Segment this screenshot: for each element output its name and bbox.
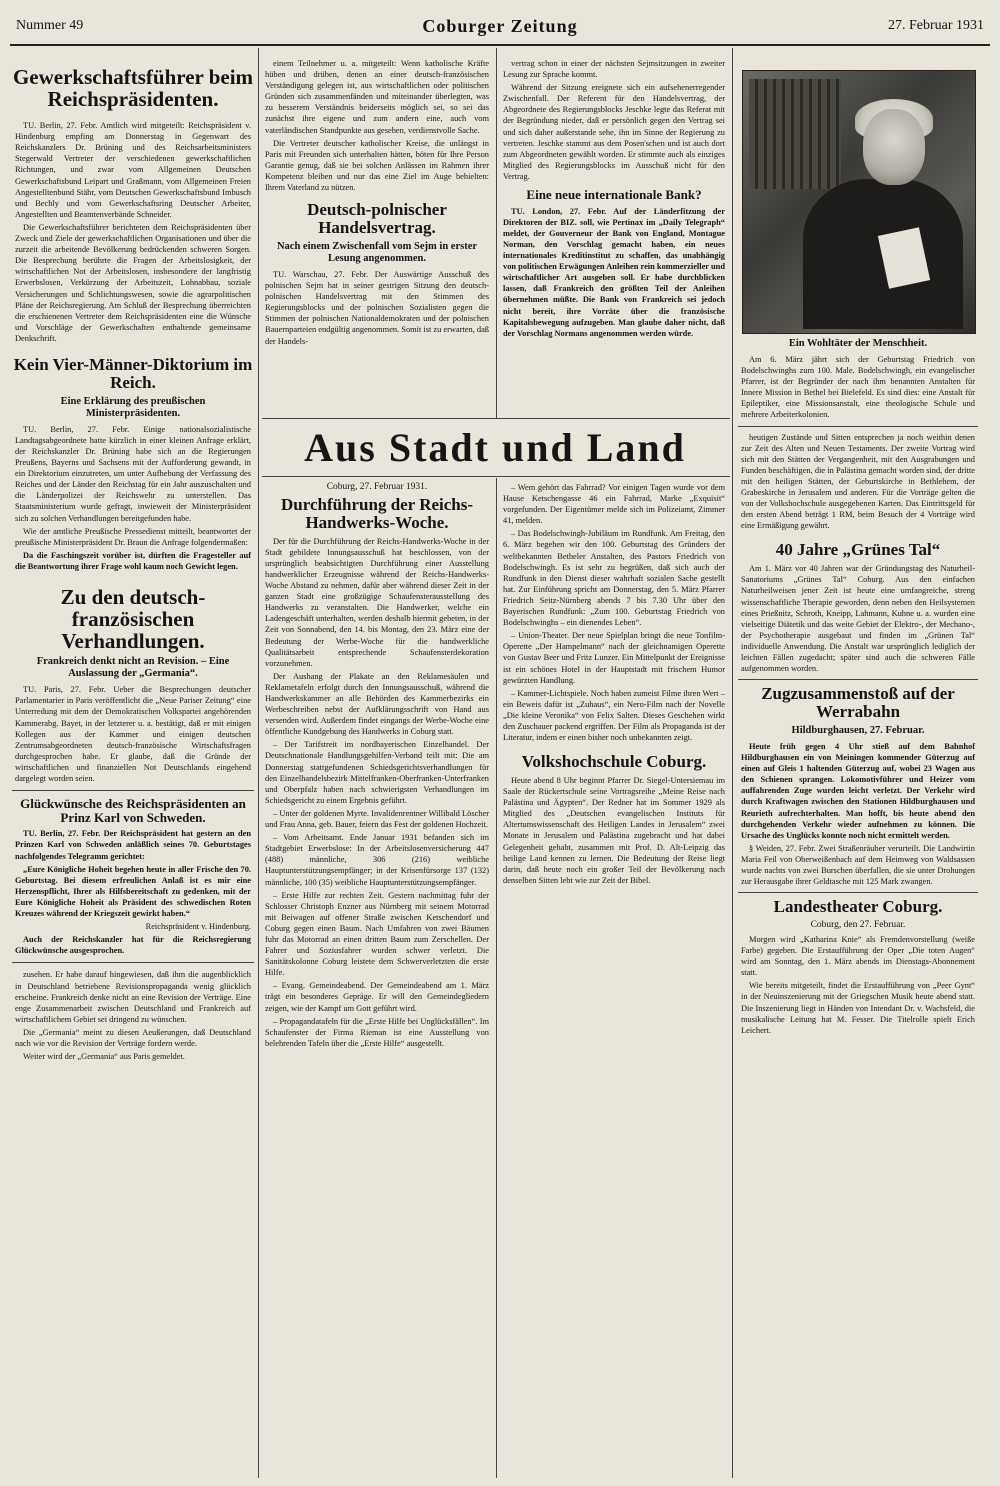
article-vier-maenner: TU. Berlin, 27. Febr. Einige nationalsozialistische Landtagsabgeordnete hatte kürzlich in einer kleinen Anfrage erklärt, der Reichskanzler Dr. Brüning habe sich an die Regierungen Preußens, Bayerns und Sachsens mit der Aufforderung gewandt, in ein Direktorium einzutreten, um unter Aufhebung der Verfassung des Reiches und der Länder den Reichstag für ein Jahr auszuschalten und die Länderpolizei der Reichswehr zu unterstellen. Das Staatsministerium wurde gefragt, inwieweit der Ministerpräsident sich zu solchen Verhandlungen bereitgefunden habe. Wie der amtliche Preußische Pressedienst mitteilt, beantwortet der preußische Ministerpräsident Dr. Braun die Anfrage folgendermaßen: Da die Faschingszeit vorüber ist, dürften die Fragesteller auf die Beantwortung ihrer Frage wohl kaum noch Gewicht legen. — [15, 424, 251, 571]
issue-date: 27. Februar 1931 — [887, 18, 984, 33]
column-5 — [738, 354, 978, 1478]
subhead-zugzusammenstoss: Hildburghausen, 27. Februar. — [791, 724, 925, 736]
section-banner-stadt-und-land: Aus Stadt und Land — [304, 425, 686, 470]
headline-internationale-bank: Eine neue internationale Bank? — [526, 187, 702, 203]
article-katholische-kraefte: einem Teilnehmer u. a. mitgeteilt: Wenn katholische Kräfte hüben und drüben, denen an einer deutsch-französischen Verständigung gelegen ist, aus wirtschaftlichen oder politischen Gründen sich zusammenfänden und miteinander überlegten, was zu besserem Verständnis beiderseits möglich sei, so sei das zunächst ihre eigene und zum andern eine, auch vom vaterländischen Standpunkte aus gesehen, verdienstvolle Sache. Die Vertreter deutscher katholischer Kreise, die unlängst in Paris mit Freunden sich unterhalten hätten, böten für Ihre Person Garantie genug, daß sie bei solchen Anlässen im Rahmen ihrer Kompetenz bleiben und nur das eine Ziel im Auge behielten: Ihrem Vaterland zu nützen. — [265, 59, 489, 193]
article-gewerkschaftsfuehrer: TU. Berlin, 27. Febr. Amtlich wird mitgeteilt: Reichspräsident v. Hindenburg empfing am Donnerstag in Gegenwart des Reichskanzlers Dr. Brüning und des Reichsarbeitsministers Stegerwald Vertreter der verschiedenen gewerkschaftlichen Richtungen, und zwar vom Allgemeinen Deutschen Gewerkschaftsbund Leipart und Graßmann, vom Allgemeinen Freien Angestelltenbund Stähr, vom Deutschen Gewerkschaftsbund Imbusch und Bechly und vom Gewerkschaftsring Deutscher Arbeiter, Angestellten und Beamtenverbände Schneider. Die Gewerkschaftsführer berichteten dem Reichspräsidenten über Zweck und Ziele der gewerkschaftlichen Organisationen und über die zurzeit die arbeitende Bevölkerung bedrückenden schweren Sorgen. Die Besprechung berührte die Fragen der Arbeitslosigkeit, der wirtschaftlichen Not der Arbeitslosen, insbesondere der langfristig Erwerbslosen, Verkürzung der Arbeitszeit, Lohnabbau, soziale Versicherungen und Schlichtungswesen, sowie die agrarpolitischen Pläne der Reichsregierung. Am Schluß der Besprechung überreichten die erschienenen Vertreter dem Reichspräsidenten eine die Wünsche und Vorschläge der Gewerkschaften enthaltende gemeinsame Denkschrift. — [15, 121, 251, 343]
section-rule — [738, 426, 978, 427]
article-gruenes-tal: Am 1. März vor 40 Jahren war der Gründungstag des Naturheil-Sanatoriums „Grünes Tal“ Coburg. Aus den einfachen Naturheilweisen jener Zeit ist heute eine umfangreiche, streng wissenschaftliche Therapie geworden, denn neben den Heilsystemen eines Prießnitz, Schroth, Kneipp, Lahmann, Kuhne u. a. wurden eine vielseitige Diätetik und das weite Gebiet der Elektro-, der Mechano-, der Psychotherapie ausgebaut und finden im „Grünen Tal“ individuelle Anwendung. Die Anstalt war ursprünglich lediglich der leichten Fällen zugedacht; später sind auch die schweren Fälle aufgenommen worden. — [741, 564, 975, 674]
article-vortraege: heutigen Zustände und Sitten entsprechen ja noch weithin denen zur Zeit des Alten und Neuen Testaments. Der zweite Vortrag wird sich mit den Stätten der Vergangenheit, mit den Ausgrabungen und Funden beschäftigen, die in Palästina gemacht worden sind, der dritte mit den heiligen Stätten, der Geburtskirche in Bethlehem, der Grabeskirche in Jerusalem und anderen. Für die Vorträge gelten die von der Volkshochschule ausgegebenen Karten. Das Eintrittsgeld für den ersten Abend beträgt 1 RM, beim Besuch der 4 Vorträge wird eine Ermäßigung gewährt. — [741, 432, 975, 531]
section-rule — [738, 679, 978, 680]
section-rule — [12, 790, 254, 791]
column-3-top — [500, 58, 728, 416]
article-internationale-bank: TU. London, 27. Febr. Auf der Länderfitzung der Direktoren der BIZ. soll, wie Pertinax im „Daily Telegraph“ meldet, der Gouverneur der Bank von England, Montague Norman, den Vorschlag gemacht haben, ein neues internationales Kreditinstitut zu schaffen, das unabhängig von politischen Erwägungen Anleihen rein kommerzieller und wirtschaftlicher Art ausgeben soll. Er habe durchblicken lassen, daß Frankreich den größten Teil der Anleihen übernehmen müßte. Die Bank von Frankreich sei jedoch nicht bereit, ihre Vorräte über die französische Kapitalsbewegung aufzugeben. Man glaube daher nicht, daß der Vorschlag Normans angenommen werden würde. — [503, 206, 725, 338]
article-zugzusammenstoss: Heute früh gegen 4 Uhr stieß auf dem Bahnhof Hildburghausen ein von Meiningen kommender Güterzug auf einen auf Gleis 1 haltenden Güterzug auf, wobei 23 Wagen aus den Schienen sprangen. Lokomotivführer und Heizer vom auffahrenden Zuge wurden leicht verletzt. Der Verkehr wird durch Kraftwagen zwischen den Stationen Hildburghausen und Reurieth aufrechterhalten. Man hofft, bis heute abend den durchgehenden Verkehr wieder aufnehmen zu können. Die Ursache des Unglücks konnte noch nicht ermittelt werden. § Weiden, 27. Febr. Zwei Straßenräuber verurteilt. Die Landwirtin Maria Feil von Oberweißenbach auf dem Heimweg von Waldsassen wurde nachts von zwei Burschen überfallen, die sie unter Drohungen zur Herausgabe ihrer Geldtasche mit 125 Mark zwangen. — [741, 741, 975, 887]
section-rule — [262, 476, 730, 477]
headline-gruenes-tal: 40 Jahre „Grünes Tal“ — [775, 540, 941, 560]
portrait-photo — [742, 70, 976, 334]
bookshelf-shape — [749, 79, 841, 189]
headline-landestheater: Landestheater Coburg. — [773, 897, 943, 917]
photo-caption: Ein Wohltäter der Menschheit. — [788, 338, 928, 349]
article-handwerks-woche: Der für die Durchführung der Reichs-Handwerks-Woche in der Stadt gebildete Innungsausschuß hat beschlossen, von der ursprünglich beabsichtigten Durchführung einer Ausstellung handwerklicher Erzeugnisse während der Reichs-Handwerks-Woche Abstand zu nehmen, dafür aber während dieser Zeit in der ganzen Stadt eine großzügige Schaufensterausstellung des Handwerks zu veranstalten. Die Handwerker, welche ein Ladengeschäft unterhalten, werden deshalb hiermit gebeten, in der Zeit von Sonnabend, den 14. bis Montag, den 23. März eine der Bedeutung der Werbe-Woche für die handwerkliche Qualitätsarbeit entsprechende Schaufensterdekoration vorzunehmen. Der Aushang der Plakate an den Reklamesäulen und Reklametafeln erfolgt durch den Innungsausschuß, während die Handwerkskammer an alle Behörden des Kammerbezirks ein Werbeschreiben nebst der Aufklärungsschrift von Hand aus versenden wird. Außerdem findet eingangs der Werbe-Woche eine öffentliche Kundgebung des Handwerks in Coburg statt. – Der Tarifstreit im nordbayerischen Einzelhandel. Der Deutschnationale Handlungsgehilfen-Verband teilt mit: Die am Donnerstag stattgefundenen Schiedsgerichtsverhandlungen für den Einzelhandelsbezirk Mittelfranken-Oberfranken-Unterfranken und Oberpfalz haben nach schwierigsten Verhandlungen im Schiedsgericht zu einem Ergebnis geführt. – Unter der goldenen Myrte. Invalidenrentner Willibald Löscher und Frau Anna, geb. Bauer, feiern das Fest der goldenen Hochzeit. – Vom Arbeitsamt. Ende Januar 1931 befanden sich im Stadtgebiet Erwerbslose: In der Arbeitslosenversicherung 447 (488) männliche, 306 (216) weibliche Hauptunterstützungsempfänger; in der Krisenfürsorge 137 (132) männliche, 100 (35) weibliche Hauptunterstützungsempfänger. – Erste Hilfe zur rechten Zeit. Gestern nachmittag fuhr der Schlosser Christoph Enzner aus Nürnberg mit seinem Motorrad mit Beiwagen auf offener Straße zwischen Ketschendorf und Coburg gegen einen Baum. Nach Umfahren von zwei Bäumen fuhr das Motorrad an einen dritten Baum zum Zerschellen. Der Fahrer und Soziusfahrer wurden schwer verletzt. Die Sanitätskolonne Coburg leistete dem Schwerverletzten die erste Hilfe. – Evang. Gemeindeabend. Der Gemeindeabend am 1. März trägt ein besonderes Gepräge. Er will den Gemeindegliedern zeigen, wie der Kampf um Gott geführt wird. – Propagandatafeln für die „Erste Hilfe bei Unglücksfällen“. Im Schaufenster der Firma Rieman ist eine Ausstellung von belehrenden Tafeln über die „Erste Hilfe“ ausgestellt. — [265, 536, 489, 1048]
article-sejm: vertrag schon in einer der nächsten Sejmsitzungen in zweiter Lesung zur Sprache kommt. Während der Sitzung ereignete sich ein aufsehenerregender Zwischenfall. Der Referent für den Handelsvertrag, der Abgeordnete des Regierungsblocks Jeschke legte das Referat mit der Begründung nieder, daß er persönlich gegen den Vertrag sei und sich daher außerstande sehe, ihn im Sinne der Regierung zu vertreten. Jeschke stammt aus dem Posen'schen und ist auch dort zum Abgeordneten gewählt worden. Er stimmte auch als einziges Mitglied des Regierungsblocks im Ausschuß nicht für den Vertrag. — [503, 59, 725, 181]
article-prinz-karl: TU. Berlin, 27. Febr. Der Reichspräsident hat gestern an den Prinzen Karl von Schweden anläßlich seines 70. Geburtstages nachfolgendes Telegramm gerichtet: „Eure Königliche Hoheit begehen heute in aller Frische den 70. Geburtstag. Bei diesem erfreulichen Anlaß ist es mir eine Herzenspflicht, Ihrer als Hilfsbereitschaft zu gedenken, mit der Eure Königliche Hoheit als Präsident des schwedischen Roten Kreuzes während der Kriegszeit gewirkt haben.“ Reichspräsident v. Hindenburg. Auch der Reichskanzler hat für die Reichsregierung Glückwünsche ausgesprochen. — [15, 829, 251, 956]
figure-face-shape — [863, 109, 925, 185]
section-rule — [738, 892, 978, 893]
newspaper-title: Coburger Zeitung — [422, 16, 578, 36]
article-continuation: zusehen. Er habe darauf hingewiesen, daß ihm die augenblicklich in Deutschland betriebene Revisionspropaganda wenig glücklich erscheine. Frankreich denke nicht an eine Revision der Verträge. Eine enge Zusammenarbeit zwischen Deutschland und Frankreich auf wirtschaftlichem Gebiet sei dringend zu wünschen. Die „Germania“ meint zu diesen Aeußerungen, daß Deutschland nach wie vor die Revision der Verträge fordern werde. Weiter wird der „Germania“ aus Paris gemeldet. — [15, 970, 251, 1062]
headline-gewerkschaftsfuehrer: Gewerkschaftsführer beim Reichspräsidenten. — [12, 65, 254, 112]
article-bodelschwingh: Am 6. März jährt sich der Geburtstag Friedrich von Bodelschwinghs zum 100. Male. Bodelschwingh, ein evangelischer Pfarrer, ist der Begründer der nach ihm benannten Anstalten für Innere Mission in Bethel bei Bielefeld. Es sind dies: eine Anstalt für Epileptiker, eine Missionsanstalt, eine theologische Schule und mehrere Arbeiterkolonien. — [741, 355, 975, 420]
column-rule — [496, 48, 497, 418]
issue-number: Nummer 49 — [16, 18, 84, 33]
headline-prinz-karl: Glückwünsche des Reichspräsidenten an Prinz Karl von Schweden. — [20, 796, 246, 825]
subhead-handelsvertrag: Nach einem Zwischenfall vom Sejm in erster Lesung angenommen. — [276, 240, 478, 264]
headline-zugzusammenstoss: Zugzusammenstoß auf der Werrabahn — [761, 684, 955, 722]
section-rule — [12, 962, 254, 963]
column-2-bottom — [262, 482, 492, 1478]
column-rule — [496, 478, 497, 1478]
column-rule — [258, 48, 259, 1478]
dateline-coburg: Coburg, 27. Februar 1931. — [326, 482, 428, 492]
masthead — [10, 8, 990, 46]
article-volkshochschule: Heute abend 8 Uhr beginnt Pfarrer Dr. Siegel-Untersiemau im Saale der Rückertschule seine Vortragsreihe „Meine Reise nach Palästina und Ägypten“. Der Redner hat im Sommer 1929 als Mitglied des „Deutschen evangelischen Instituts für Altertumswissenschaft des Heiligen Landes in Jerusalem“ zwei Monate in Jerusalem und Palästina zugebracht und hat dabei Gelegenheit gehabt, zusammen mit Prof. D. Alt-Leipzig das heilige Land kennen zu lernen. Die Bedeutung der Reise liegt darin, daß heute noch ein großer Teil der Bevölkerung nach denselben Sitten lebt wie zur Zeit der Bibel. — [503, 776, 725, 885]
article-deutsch-franzoesisch: TU. Paris, 27. Febr. Ueber die Besprechungen deutscher Parlamentarier in Paris veröffentlicht die „Neue Pariser Zeitung“ eine Unterredung mit dem der Demokratischen Volkspartei angehörenden Kammerabg. Bayet, in der letzterer u. a. bestätigt, daß er mit einigen Kollegen aus der Kammer und einigen deutschen Zentrumsabgeordneten deutsch-französische Wirtschaftsfragen durchgesprochen habe. Er glaube, daß die Gründe der wirtschaftlichen und finanziellen Not Deutschlands eingehend dargelegt worden seien. — [15, 685, 251, 784]
headline-handwerks-woche: Durchführung der Reichs-Handwerks-Woche. — [280, 495, 474, 532]
column-3-bottom — [500, 482, 728, 1478]
article-landestheater: Morgen wird „Katharina Knie“ als Fremdenvorstellung (weiße Farbe) gegeben. Die Erstaufführung der Oper „Die toten Augen“ wird am Sonntag, den 1. März abends im Dienstags-Abonnement statt. Wie bereits mitgeteilt, findet die Erstaufführung von „Peer Gynt“ in der Neuinszenierung mit der Griegschen Musik heute abend statt. Die Inszenierung liegt in Händen von Intendant Dr. v. Wachsfeld, die musikalische Leitung hat M. Fesser. Die Titelrolle spielt Erich Leichert. — [741, 935, 975, 1035]
dateline-landestheater: Coburg, den 27. Februar. — [810, 920, 906, 930]
headline-deutsch-franzoesisch: Zu den deutsch-französischen Verhandlungen. — [60, 585, 206, 654]
headline-handelsvertrag: Deutsch-polnischer Handelsvertrag. — [307, 200, 447, 237]
column-2-top — [262, 58, 492, 416]
article-handelsvertrag: TU. Warschau, 27. Febr. Der Auswärtige Ausschuß des polnischen Sejm hat in seiner gestrigen Sitzung den deutsch-polnischen Handelsvertrag mit den Stimmen des Regierungsblocks und der polnischen Sozialisten gegen die Stimmen der polnischen Nationaldemokraten und der polnischen Bauernparteien endgültig angenommen. Somit ist zu erwarten, daß der Handels- — [265, 269, 489, 346]
column-1 — [12, 58, 254, 1480]
subhead-deutsch-franzoesisch: Frankreich denkt nicht an Revision. – Eine Auslassung der „Germania“. — [36, 656, 230, 680]
headline-volkshochschule: Volkshochschule Coburg. — [521, 752, 707, 772]
article-lokales: – Wem gehört das Fahrrad? Vor einigen Tagen wurde vor dem Hause Ketschengasse 46 ein Fahrrad, Marke „Exquisit“ vorgefunden. Der Eigentümer melde sich im Polizeiamt, Zimmer 41, melden. – Das Bodelschwingh-Jubiläum im Rundfunk. Am Freitag, den 6. März begehen wir den 100. Geburtstag des Gründers der weltbekannten Betheler Anstalten, des Pastors Friedrich von Bodelschwingh. Es ist sehr zu begrüßen, daß sich auch der Rundfunk in den Dienst dieser wahrhaft sozialen Sache gestellt hat. Zur Einführung spricht am Donnerstag, den 5. März Pfarrer Friedrich Seitz-Nürnberg abends 7 bis 7.30 Uhr über den Bayerischen Rundfunk: „Zum 100. Geburtstag Friedrich von Bodelschwinghs – ein dienendes Leben“. – Union-Theater. Der neue Spielplan bringt die neue Tonfilm-Operette „Der Hampelmann“ nach der gleichnamigen Operette von Gustav Beer und Fritz Lunzer. Ein Mittelpunkt der Ereignisse ist ein schönes Hotel in der Hauptstadt mit frischem Humor gewürzten Handlung. – Kammer-Lichtspiele. Noch haben zumeist Filme ihren Wert – ein Beweis dafür ist „Zuhaus“, ein Nero-Film nach der Novelle „Die kleine Veronika“ von Felix Salten. Dieses Geschehen wirkt den Zuschauer packend ergriffen. Der Film als Propaganda ist der Literatur, indem er einen bisher noch unbekannten zeigt. — [503, 483, 725, 743]
subhead-vier-maenner: Eine Erklärung des preußischen Ministerpräsidenten. — [60, 395, 206, 419]
section-rule — [262, 418, 730, 419]
headline-vier-maenner: Kein Vier-Männer-Diktorium im Reich. — [13, 354, 253, 392]
column-rule — [732, 48, 733, 1478]
